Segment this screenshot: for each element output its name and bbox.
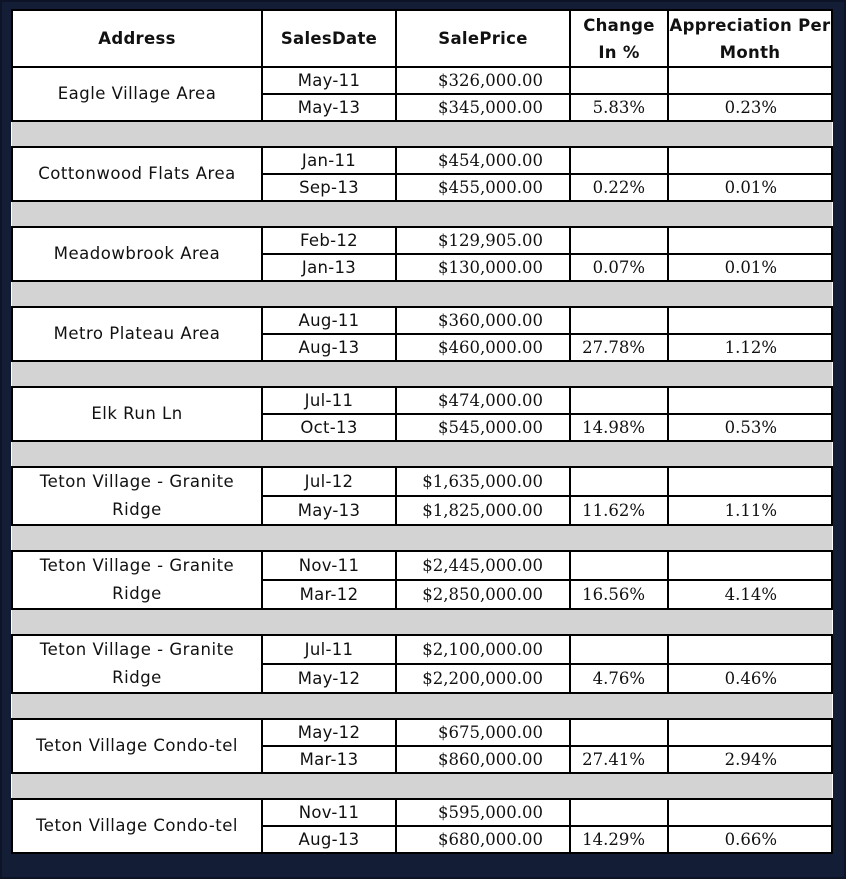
sale-price-cell: $130,000.00 (396, 254, 570, 281)
sale-price-cell: $345,000.00 (396, 94, 570, 121)
table-row (12, 67, 832, 94)
change-cell: 0.22% (570, 174, 668, 201)
appreciation-cell: 0.01% (668, 174, 832, 201)
change-cell: 14.98% (570, 414, 668, 441)
sale-date-cell: Nov-11 (262, 799, 396, 826)
sale-price-cell: $454,000.00 (396, 147, 570, 174)
change-cell-empty (570, 67, 668, 94)
sale-date-cell: May-12 (262, 664, 396, 693)
address-cell: Metro Plateau Area (12, 307, 262, 361)
sale-date-cell: Mar-13 (262, 746, 396, 773)
change-cell-empty (570, 719, 668, 746)
sale-date-cell: Jul-12 (262, 467, 396, 496)
sale-price-cell: $860,000.00 (396, 746, 570, 773)
change-cell-empty (570, 227, 668, 254)
change-cell: 5.83% (570, 94, 668, 121)
change-cell: 27.78% (570, 334, 668, 361)
sale-price-cell: $2,200,000.00 (396, 664, 570, 693)
header-row (12, 10, 832, 67)
appreciation-cell: 0.46% (668, 664, 832, 693)
change-cell-empty (570, 147, 668, 174)
sale-date-cell: May-11 (262, 67, 396, 94)
header-change: Change In % (570, 10, 668, 67)
address-cell: Teton Village - Granite Ridge (12, 551, 262, 609)
separator-cell (12, 201, 832, 227)
sale-price-cell: $545,000.00 (396, 414, 570, 441)
separator-row (12, 773, 832, 799)
separator-row (12, 609, 832, 635)
sale-price-cell: $455,000.00 (396, 174, 570, 201)
header-sales-date: SalesDate (262, 10, 396, 67)
separator-row (12, 281, 832, 307)
change-cell: 0.07% (570, 254, 668, 281)
sale-price-cell: $2,850,000.00 (396, 580, 570, 609)
header-address: Address (12, 10, 262, 67)
separator-cell (12, 121, 832, 147)
sale-date-cell: Aug-13 (262, 826, 396, 853)
appreciation-cell: 4.14% (668, 580, 832, 609)
sale-date-cell: Aug-11 (262, 307, 396, 334)
table-row (12, 387, 832, 414)
change-cell: 14.29% (570, 826, 668, 853)
address-cell: Eagle Village Area (12, 67, 262, 121)
change-cell-empty (570, 635, 668, 664)
separator-cell (12, 441, 832, 467)
sale-price-cell: $680,000.00 (396, 826, 570, 853)
separator-row (12, 201, 832, 227)
appreciation-cell-empty (668, 67, 832, 94)
change-cell-empty (570, 387, 668, 414)
table-row (12, 467, 832, 496)
change-cell: 16.56% (570, 580, 668, 609)
address-cell: Meadowbrook Area (12, 227, 262, 281)
sale-price-cell: $1,825,000.00 (396, 496, 570, 525)
sale-date-cell: Jan-11 (262, 147, 396, 174)
appreciation-cell: 0.66% (668, 826, 832, 853)
change-cell-empty (570, 551, 668, 580)
sale-price-cell: $474,000.00 (396, 387, 570, 414)
address-cell: Elk Run Ln (12, 387, 262, 441)
address-cell: Cottonwood Flats Area (12, 147, 262, 201)
separator-cell (12, 525, 832, 551)
appreciation-cell: 0.53% (668, 414, 832, 441)
change-cell: 4.76% (570, 664, 668, 693)
appreciation-cell-empty (668, 387, 832, 414)
sale-date-cell: May-13 (262, 94, 396, 121)
separator-row (12, 525, 832, 551)
table-row (12, 719, 832, 746)
sales-table (11, 9, 833, 854)
separator-cell (12, 773, 832, 799)
appreciation-cell: 2.94% (668, 746, 832, 773)
sale-price-cell: $326,000.00 (396, 67, 570, 94)
change-cell: 27.41% (570, 746, 668, 773)
sale-date-cell: May-13 (262, 496, 396, 525)
change-cell-empty (570, 307, 668, 334)
appreciation-cell-empty (668, 635, 832, 664)
header-appreciation: Appreciation Per Month (668, 10, 832, 67)
sale-price-cell: $2,445,000.00 (396, 551, 570, 580)
separator-cell (12, 609, 832, 635)
separator-row (12, 693, 832, 719)
appreciation-cell-empty (668, 147, 832, 174)
table-body (12, 67, 832, 853)
header-sale-price: SalePrice (396, 10, 570, 67)
sale-date-cell: Jul-11 (262, 635, 396, 664)
sale-date-cell: Jan-13 (262, 254, 396, 281)
separator-row (12, 361, 832, 387)
separator-row (12, 441, 832, 467)
separator-cell (12, 693, 832, 719)
change-cell-empty (570, 799, 668, 826)
separator-row (12, 121, 832, 147)
sale-date-cell: Sep-13 (262, 174, 396, 201)
appreciation-cell-empty (668, 719, 832, 746)
appreciation-cell-empty (668, 467, 832, 496)
change-cell: 11.62% (570, 496, 668, 525)
address-cell: Teton Village Condo-tel (12, 799, 262, 853)
sale-date-cell: Nov-11 (262, 551, 396, 580)
table-row (12, 227, 832, 254)
separator-cell (12, 361, 832, 387)
change-cell-empty (570, 467, 668, 496)
sale-date-cell: May-12 (262, 719, 396, 746)
sale-date-cell: Feb-12 (262, 227, 396, 254)
sale-price-cell: $360,000.00 (396, 307, 570, 334)
appreciation-cell: 0.23% (668, 94, 832, 121)
appreciation-cell: 1.11% (668, 496, 832, 525)
sale-price-cell: $2,100,000.00 (396, 635, 570, 664)
sale-date-cell: Mar-12 (262, 580, 396, 609)
separator-cell (12, 281, 832, 307)
address-cell: Teton Village Condo-tel (12, 719, 262, 773)
table-row (12, 147, 832, 174)
appreciation-cell-empty (668, 307, 832, 334)
sale-date-cell: Oct-13 (262, 414, 396, 441)
sale-price-cell: $595,000.00 (396, 799, 570, 826)
appreciation-cell: 0.01% (668, 254, 832, 281)
table-row (12, 799, 832, 826)
appreciation-cell-empty (668, 551, 832, 580)
sale-date-cell: Jul-11 (262, 387, 396, 414)
sale-price-cell: $460,000.00 (396, 334, 570, 361)
address-cell: Teton Village - Granite Ridge (12, 635, 262, 693)
sale-date-cell: Aug-13 (262, 334, 396, 361)
table-row (12, 635, 832, 664)
table-row (12, 307, 832, 334)
appreciation-cell: 1.12% (668, 334, 832, 361)
appreciation-cell-empty (668, 799, 832, 826)
appreciation-cell-empty (668, 227, 832, 254)
sale-price-cell: $129,905.00 (396, 227, 570, 254)
address-cell: Teton Village - Granite Ridge (12, 467, 262, 525)
table-row (12, 551, 832, 580)
sale-price-cell: $1,635,000.00 (396, 467, 570, 496)
sale-price-cell: $675,000.00 (396, 719, 570, 746)
